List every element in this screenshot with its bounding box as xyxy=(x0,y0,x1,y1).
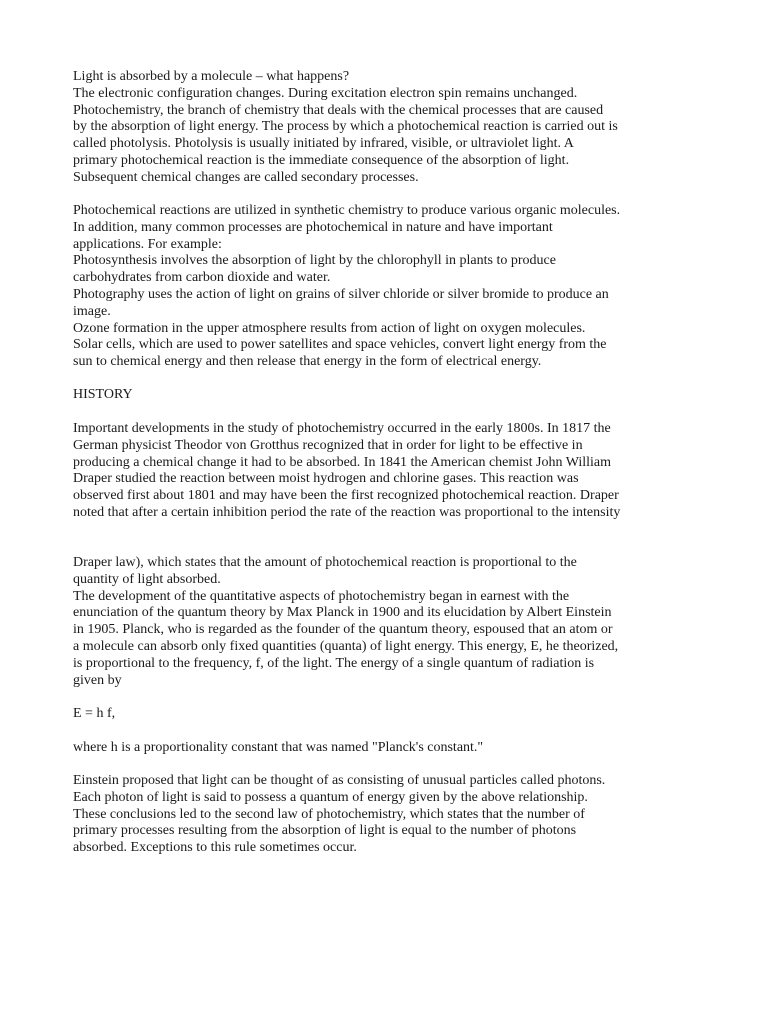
text-line: Important developments in the study of photochemistry occurred in the early 1800s. In 1817 the xyxy=(73,421,611,436)
quantum-paragraph xyxy=(73,555,683,689)
section-heading: HISTORY xyxy=(73,387,133,402)
text-line: observed first about 1801 and may have been the first recognized photochemical reaction. Draper xyxy=(73,488,619,504)
text-line: Photography uses the action of light on grains of silver chloride or silver bromide to produce an xyxy=(73,286,609,302)
text-line: Light is absorbed by a molecule – what happens? xyxy=(73,69,350,84)
equation-text: E = h f, xyxy=(73,706,116,721)
text-line: primary photochemical reaction is the immediate consequence of the absorption of light. xyxy=(73,152,570,168)
einstein-paragraph xyxy=(73,773,683,857)
text-line: by the absorption of light energy. The process by which a photochemical reaction is carried out is xyxy=(73,119,618,135)
text-line: enunciation of the quantum theory by Max Planck in 1900 and its elucidation by Albert Einstein xyxy=(73,605,612,621)
history-heading xyxy=(73,387,683,404)
text-line: German physicist Theodor von Grotthus recognized that in order for light to be effective in xyxy=(73,437,583,453)
text-line: Draper law), which states that the amount of photochemical reaction is proportional to the xyxy=(73,555,577,570)
text-line: Photosynthesis involves the absorption of light by the chlorophyll in plants to produce xyxy=(73,253,556,269)
text-line: carbohydrates from carbon dioxide and water. xyxy=(73,270,331,286)
text-line: The development of the quantitative aspects of photochemistry began in earnest with the xyxy=(73,588,570,604)
text-line: Subsequent chemical changes are called secondary processes. xyxy=(73,169,419,185)
text-line: Photochemical reactions are utilized in synthetic chemistry to produce various organic molecules. xyxy=(73,203,621,218)
text-line: In addition, many common processes are photochemical in nature and have important xyxy=(73,219,553,235)
text-line: The electronic configuration changes. During excitation electron spin remains unchanged. xyxy=(73,85,578,101)
text-line: called photolysis. Photolysis is usually initiated by infrared, visible, or ultraviolet light. A xyxy=(73,136,574,152)
text-line: Ozone formation in the upper atmosphere results from action of light on oxygen molecules. xyxy=(73,320,586,336)
text-line: producing a chemical change it had to be absorbed. In 1841 the American chemist John William xyxy=(73,454,612,470)
text-line: a molecule can absorb only fixed quantities (quanta) of light energy. This energy, E, he theorized, xyxy=(73,638,619,654)
text-line: Solar cells, which are used to power satellites and space vehicles, convert light energy from the xyxy=(73,337,607,353)
applications-paragraph xyxy=(73,203,683,371)
intro-paragraph xyxy=(73,69,683,187)
text-line: quantity of light absorbed. xyxy=(73,571,221,587)
text-line: given by xyxy=(73,672,122,688)
text-line: absorbed. Exceptions to this rule sometimes occur. xyxy=(73,840,357,856)
text-line: Einstein proposed that light can be thought of as consisting of unusual particles called photons. xyxy=(73,773,606,788)
text-line: These conclusions led to the second law of photochemistry, which states that the number of xyxy=(73,806,585,822)
text-line: applications. For example: xyxy=(73,236,222,252)
text-line: noted that after a certain inhibition period the rate of the reaction was proportional to the intensity xyxy=(73,504,621,520)
text-line: image. xyxy=(73,303,111,319)
text-line: is proportional to the frequency, f, of the light. The energy of a single quantum of radiation is xyxy=(73,655,595,671)
text-line: Photochemistry, the branch of chemistry that deals with the chemical processes that are caused xyxy=(73,102,604,118)
text-line: in 1905. Planck, who is regarded as the founder of the quantum theory, espoused that an atom or xyxy=(73,622,613,638)
text-line: sun to chemical energy and then release that energy in the form of electrical energy. xyxy=(73,354,542,370)
equation xyxy=(73,706,683,723)
text-line: where h is a proportionality constant that was named "Planck's constant." xyxy=(73,740,484,755)
planck-constant-paragraph xyxy=(73,740,683,757)
history-paragraph xyxy=(73,421,683,522)
text-line: Draper studied the reaction between moist hydrogen and chlorine gases. This reaction was xyxy=(73,471,579,487)
text-line: primary processes resulting from the absorption of light is equal to the number of photons xyxy=(73,823,577,839)
text-line: Each photon of light is said to possess a quantum of energy given by the above relationship. xyxy=(73,789,588,805)
